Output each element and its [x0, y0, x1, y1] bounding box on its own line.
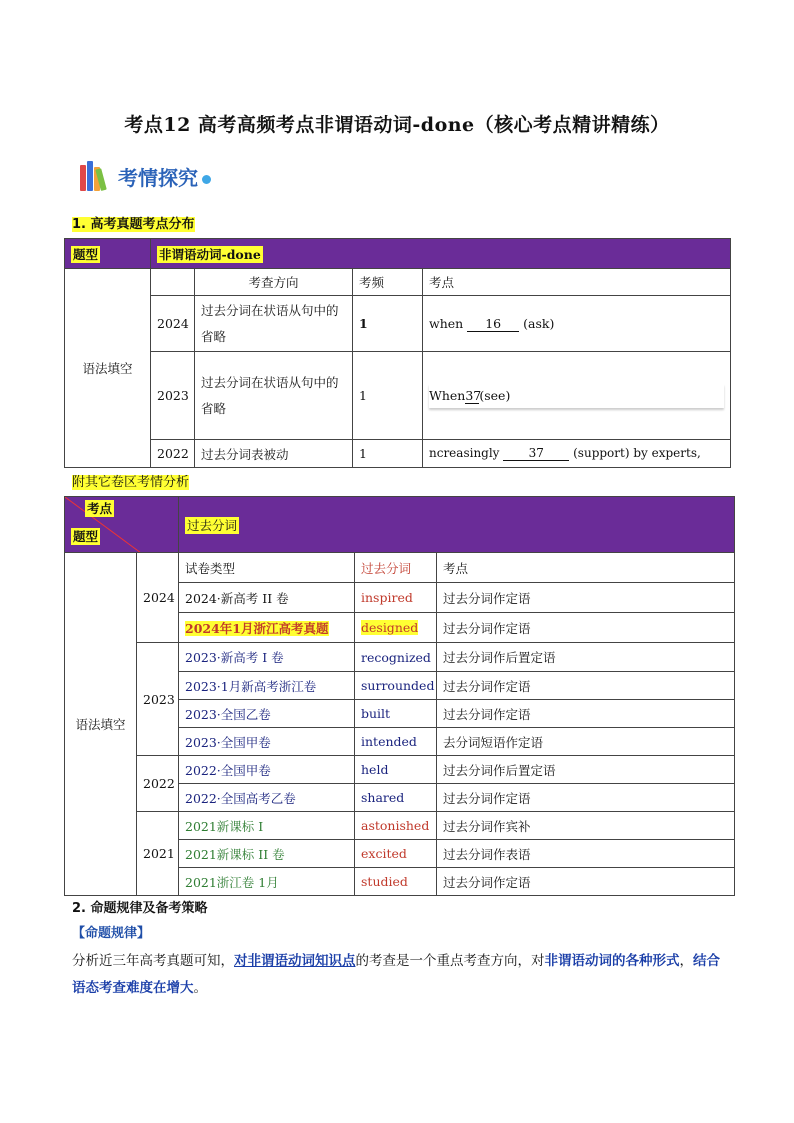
paper-cell: 2021新课标 II 卷 [179, 840, 355, 868]
paper-cell: 2023·新高考 I 卷 [179, 643, 355, 672]
point-cell: 过去分词作定语 [437, 700, 735, 728]
direction-cell: 过去分词在状语从句中的省略 [195, 352, 353, 440]
freq-cell: 1 [353, 352, 423, 440]
table-row [65, 352, 731, 440]
topic-label: 过去分词 [187, 517, 238, 533]
point-cell: When37(see) [423, 352, 731, 440]
direction-cell: 过去分词在状语从句中的省略 [195, 296, 353, 352]
paper-cell: 2023·全国乙卷 [179, 700, 355, 728]
section-badge [80, 160, 211, 192]
other-section-heading: 附其它卷区考情分析 [72, 475, 190, 490]
point-cell: 过去分词作定语 [437, 613, 735, 643]
table-row [65, 643, 735, 672]
point-cell: 过去分词作宾补 [437, 812, 735, 840]
word-cell: excited [355, 840, 437, 868]
paper-cell: 2023·1月新高考浙江卷 [179, 672, 355, 700]
paper-cell: 2024·新高考 II 卷 [179, 583, 355, 613]
point-cell: when 16 (ask) [423, 296, 731, 352]
paper-cell: 2021新课标 I [179, 812, 355, 840]
word-cell: intended [355, 728, 437, 756]
paper-cell: 2022·全国甲卷 [179, 756, 355, 784]
dot-icon [202, 175, 211, 184]
col-header-point: 考点 [423, 269, 731, 296]
word-cell: built [355, 700, 437, 728]
col-header-paper: 试卷类型 [179, 553, 355, 583]
col-header-freq: 考频 [353, 269, 423, 296]
word-cell: recognized [355, 643, 437, 672]
freq-cell: 1 [353, 296, 423, 352]
year-cell: 2021 [137, 812, 179, 896]
section2-heading: 2. 命题规律及备考策略 [72, 901, 208, 916]
word-cell: held [355, 756, 437, 784]
paper-cell: 2023·全国甲卷 [179, 728, 355, 756]
col-header-point: 考点 [437, 553, 735, 583]
point-cell: 过去分词作定语 [437, 784, 735, 812]
col-header-word: 过去分词 [355, 553, 437, 583]
category-cell: 语法填空 [65, 269, 151, 468]
point-cell: 过去分词作定语 [437, 672, 735, 700]
point-cell: 过去分词作后置定语 [437, 643, 735, 672]
point-cell: 过去分词作后置定语 [437, 756, 735, 784]
table-row [65, 812, 735, 840]
topic-label: 非谓语动词-done [159, 246, 261, 262]
exam-distribution-table [64, 238, 731, 468]
rules-label: 【命题规律】 [72, 926, 151, 941]
year-cell: 2022 [151, 440, 195, 468]
page-title: 考点12 高考高频考点非谓语动词-done（核心考点精讲精练） [124, 114, 670, 136]
paper-cell: 2022·全国高考乙卷 [179, 784, 355, 812]
table-row [65, 756, 735, 784]
word-cell: studied [355, 868, 437, 896]
word-cell: inspired [355, 583, 437, 613]
year-cell: 2023 [151, 352, 195, 440]
table-row [65, 296, 731, 352]
table-header-row [65, 239, 731, 269]
other-papers-table [64, 496, 735, 896]
year-cell: 2024 [137, 553, 179, 643]
column-header-row [65, 553, 735, 583]
freq-cell: 1 [353, 440, 423, 468]
point-cell: ncreasingly 37 (support) by experts, [423, 440, 731, 468]
year-cell: 2024 [151, 296, 195, 352]
col-header-direction: 考查方向 [195, 269, 353, 296]
paper-cell: 2024年1月浙江高考真题 [179, 613, 355, 643]
point-cell: 过去分词作定语 [437, 868, 735, 896]
point-cell: 过去分词作表语 [437, 840, 735, 868]
table-row [65, 440, 731, 468]
corner-bottom-label: 题型 [73, 529, 99, 544]
year-cell: 2022 [137, 756, 179, 812]
column-header-row [65, 269, 731, 296]
category-cell: 语法填空 [65, 553, 137, 896]
point-cell: 过去分词作定语 [437, 583, 735, 613]
word-cell: surrounded [355, 672, 437, 700]
type-label: 题型 [73, 246, 99, 262]
badge-title: 考情探究 [118, 165, 198, 190]
year-cell: 2023 [137, 643, 179, 756]
rules-paragraph: 分析近三年高考真题可知，对非谓语动词知识点的考查是一个重点考查方向，对非谓语动词的各种形式，结合语态考查难度在增大。 [72, 953, 720, 996]
word-cell: shared [355, 784, 437, 812]
point-cell: 去分词短语作定语 [437, 728, 735, 756]
table-header-row [65, 497, 735, 553]
paper-cell: 2021浙江卷 1月 [179, 868, 355, 896]
word-cell: designed [355, 613, 437, 643]
books-icon [80, 161, 114, 191]
direction-cell: 过去分词表被动 [195, 440, 353, 468]
corner-top-label: 考点 [87, 501, 113, 516]
section1-heading: 1. 高考真题考点分布 [72, 217, 195, 232]
word-cell: astonished [355, 812, 437, 840]
